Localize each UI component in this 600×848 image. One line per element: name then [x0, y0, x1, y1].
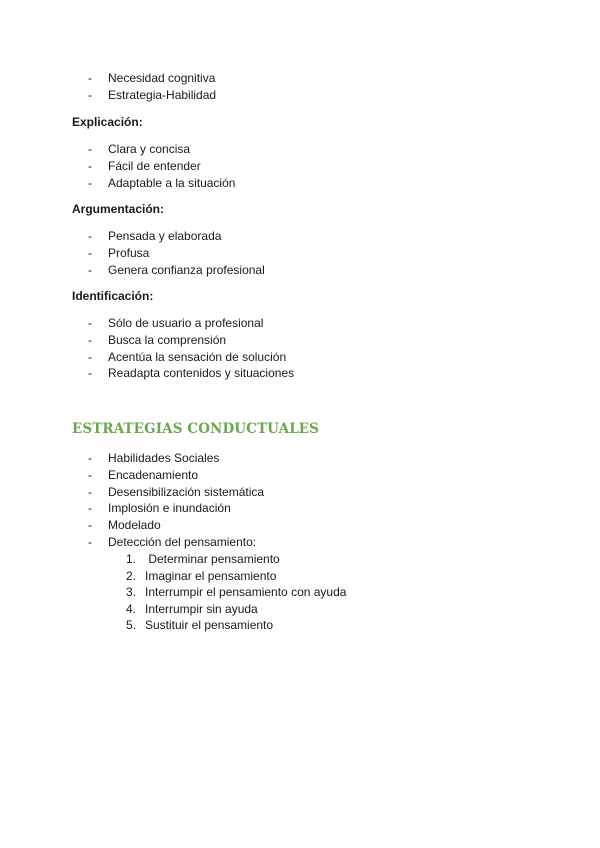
list-item-text: Estrategia-Habilidad: [108, 87, 217, 102]
bullet-dash: -: [88, 518, 92, 533]
list-item-text: Pensada y elaborada: [108, 229, 222, 243]
list-item-text: Habilidades Sociales: [108, 451, 220, 465]
list-item: [88, 245, 265, 262]
list-item: [88, 365, 294, 382]
bullet-dash: -: [88, 501, 92, 516]
list-item-text: Necesidad cognitiva: [108, 71, 216, 85]
numbered-item-text: Imaginar el pensamiento: [145, 568, 277, 583]
bullet-dash: -: [88, 349, 92, 364]
list-item: [88, 450, 264, 467]
bullet-dash: -: [88, 142, 92, 156]
list-item-text: Desensibilización sistemática: [108, 484, 265, 499]
list-item: [88, 158, 235, 175]
heading-identificacion: Identificación:: [72, 289, 154, 303]
bullet-dash: -: [88, 87, 92, 102]
argumentacion-list: [88, 228, 265, 278]
list-item: [88, 517, 264, 534]
list-item: [88, 175, 235, 192]
bullet-dash: -: [88, 484, 92, 499]
item-number: 5.: [126, 618, 137, 633]
list-item-text: Fácil de entender: [108, 158, 201, 173]
list-item-text: Sólo de usuario a profesional: [108, 316, 264, 330]
list-item: [88, 315, 294, 332]
list-item-text: Readapta contenidos y situaciones: [108, 366, 295, 381]
item-number: 4.: [126, 601, 137, 616]
numbered-item: [126, 568, 346, 585]
numbered-item-text: Interrumpir el pensamiento con ayuda: [145, 585, 347, 600]
list-item-text: Detección del pensamiento:: [108, 534, 257, 549]
numbered-item: [126, 584, 346, 601]
numbered-item-text: Interrumpir sin ayuda: [145, 601, 258, 616]
list-item-text: Implosión e inundación: [108, 501, 231, 516]
list-item: [88, 484, 264, 501]
bullet-dash: -: [88, 534, 92, 549]
list-item: [88, 228, 265, 245]
section-title-estrategias: ESTRATEGIAS CONDUCTUALES: [72, 421, 320, 437]
deteccion-sublist: [126, 551, 346, 634]
bullet-dash: -: [88, 71, 92, 85]
bullet-dash: -: [88, 332, 92, 347]
list-item-text: Clara y concisa: [108, 142, 191, 156]
list-item-text: Adaptable a la situación: [108, 175, 236, 190]
numbered-item: [126, 617, 346, 634]
list-item: [88, 332, 294, 349]
list-item-text: Acentúa la sensación de solución: [108, 349, 287, 364]
list-item: [88, 141, 235, 158]
list-item: [88, 70, 216, 87]
list-item: [88, 349, 294, 366]
item-number: 3.: [126, 585, 137, 600]
bullet-dash: -: [88, 451, 92, 465]
numbered-item: [126, 601, 346, 618]
list-item-text: Encadenamiento: [108, 467, 199, 482]
bullet-dash: -: [88, 229, 92, 243]
list-item-text: Busca la comprensión: [108, 332, 227, 347]
bullet-dash: -: [88, 158, 92, 173]
bullet-dash: -: [88, 366, 92, 381]
list-item-text: Profusa: [108, 245, 150, 260]
list-item: [88, 262, 265, 279]
numbered-item-text: Determinar pensamiento: [145, 552, 280, 566]
heading-explicacion: Explicación:: [72, 115, 143, 129]
top-list: [88, 70, 216, 104]
bullet-dash: -: [88, 175, 92, 190]
list-item: [88, 87, 216, 104]
numbered-item-text: Sustituir el pensamiento: [145, 618, 274, 633]
item-number: 1.: [126, 552, 137, 566]
list-item: [88, 534, 264, 551]
list-item-text: Genera confianza profesional: [108, 262, 265, 277]
list-item: [88, 500, 264, 517]
heading-argumentacion: Argumentación:: [72, 202, 165, 216]
bullet-dash: -: [88, 245, 92, 260]
bullet-dash: -: [88, 262, 92, 277]
list-item: [88, 467, 264, 484]
identificacion-list: [88, 315, 294, 382]
estrategias-list: [88, 450, 264, 551]
list-item-text: Modelado: [108, 518, 161, 533]
explicacion-list: [88, 141, 235, 191]
bullet-dash: -: [88, 316, 92, 330]
item-number: 2.: [126, 568, 137, 583]
bullet-dash: -: [88, 467, 92, 482]
numbered-item: [126, 551, 346, 568]
